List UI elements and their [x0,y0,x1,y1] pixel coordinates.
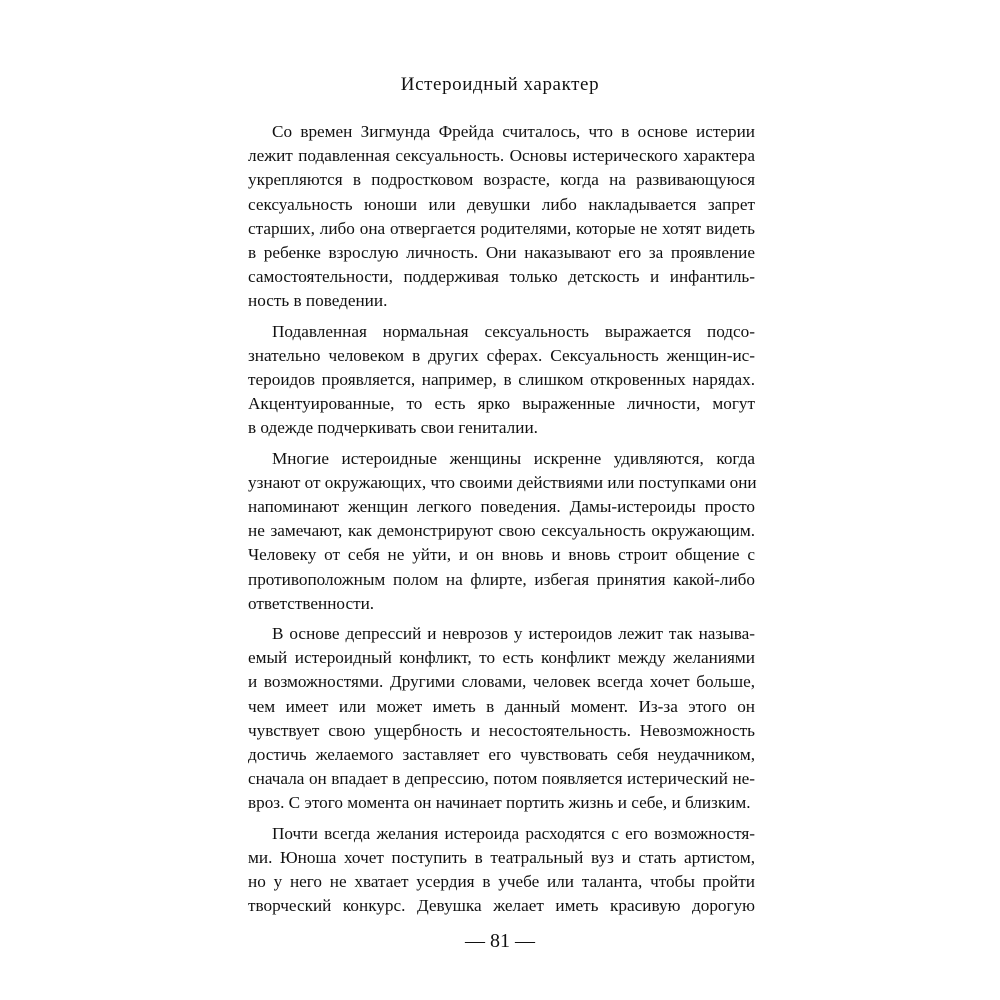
paragraph [248,320,755,441]
paragraph [248,447,755,616]
text-line: противоположным полом на флирте, избегая принятия какой-либо [248,569,755,589]
text-line: чувствует свою ущербность и несостоятельность. Невозможность [248,720,755,740]
text-line: ответственности. [248,593,375,613]
text-line: напоминают женщин легкого поведения. Дамы-истероиды просто [248,497,755,517]
text-line: В основе депрессий и неврозов у истероидов лежит так называ- [272,624,755,644]
text-line: не замечают, как демонстрируют свою сексуальность окружающим. [248,521,755,541]
text-line: и возможностями. Другими словами, человек всегда хочет больше, [248,672,755,692]
text-line: емый истероидный конфликт, то есть конфликт между желаниями [248,648,755,668]
body-text [248,120,755,925]
text-line: Почти всегда желания истероида расходятся с его возможностя- [272,823,755,843]
text-line: творческий конкурс. Девушка желает иметь красивую дорогую [248,896,755,916]
text-line: Со времен Зигмунда Фрейда считалось, что в основе истерии [272,122,755,141]
text-line: лежит подавленная сексуальность. Основы истерического характера [248,146,755,166]
paragraph [248,622,755,816]
text-line: старших, либо она отвергается родителями, которые не хотят видеть [248,218,755,238]
text-line: сексуальность юноши или девушки либо накладывается запрет [248,194,755,214]
text-line: Подавленная нормальная сексуальность выражается подсо- [272,321,755,341]
text-line: достичь желаемого заставляет его чувствовать себя неудачником, [248,745,755,765]
text-line: самостоятельности, поддерживая только детскость и инфантиль- [248,267,755,287]
text-line: вроз. С этого момента он начинает портить жизнь и себе, и близким. [248,793,751,813]
text-line: укрепляются в подростковом возрасте, когда на развивающуюся [248,170,755,190]
text-line: чем имеет или может иметь в данный момент. Из-за этого он [248,696,755,716]
text-line: в ребенке взрослую личность. Они наказывают его за проявление [248,243,755,263]
running-head: Истероидный характер [400,74,600,95]
text-line: Акцентуированные, то есть ярко выраженные личности, могут [248,394,755,414]
text-line: но у него не хватает усердия в учебе или таланта, чтобы пройти [248,872,755,892]
page-number: — 81 — [465,930,535,952]
text-line: знательно человеком в других сферах. Сексуальность женщин-ис- [248,345,755,365]
text-line: тероидов проявляется, например, в слишком откровенных нарядах. [248,370,755,390]
text-line: ми. Юноша хочет поступить в театральный вуз и стать артистом, [248,847,755,867]
paragraph [248,120,755,314]
text-line: Человеку от себя не уйти, и он вновь и вновь строит общение с [248,545,755,565]
text-line: Многие истероидные женщины искренне удивляются, когда [272,448,755,468]
text-line: ность в поведении. [248,291,388,311]
text-line: узнают от окружающих, что своими действиями или поступками они [248,472,757,492]
text-line: в одежде подчеркивать свои гениталии. [248,418,538,438]
paragraph [248,822,755,919]
text-line: сначала он впадает в депрессию, потом появляется истерический не- [248,769,755,789]
